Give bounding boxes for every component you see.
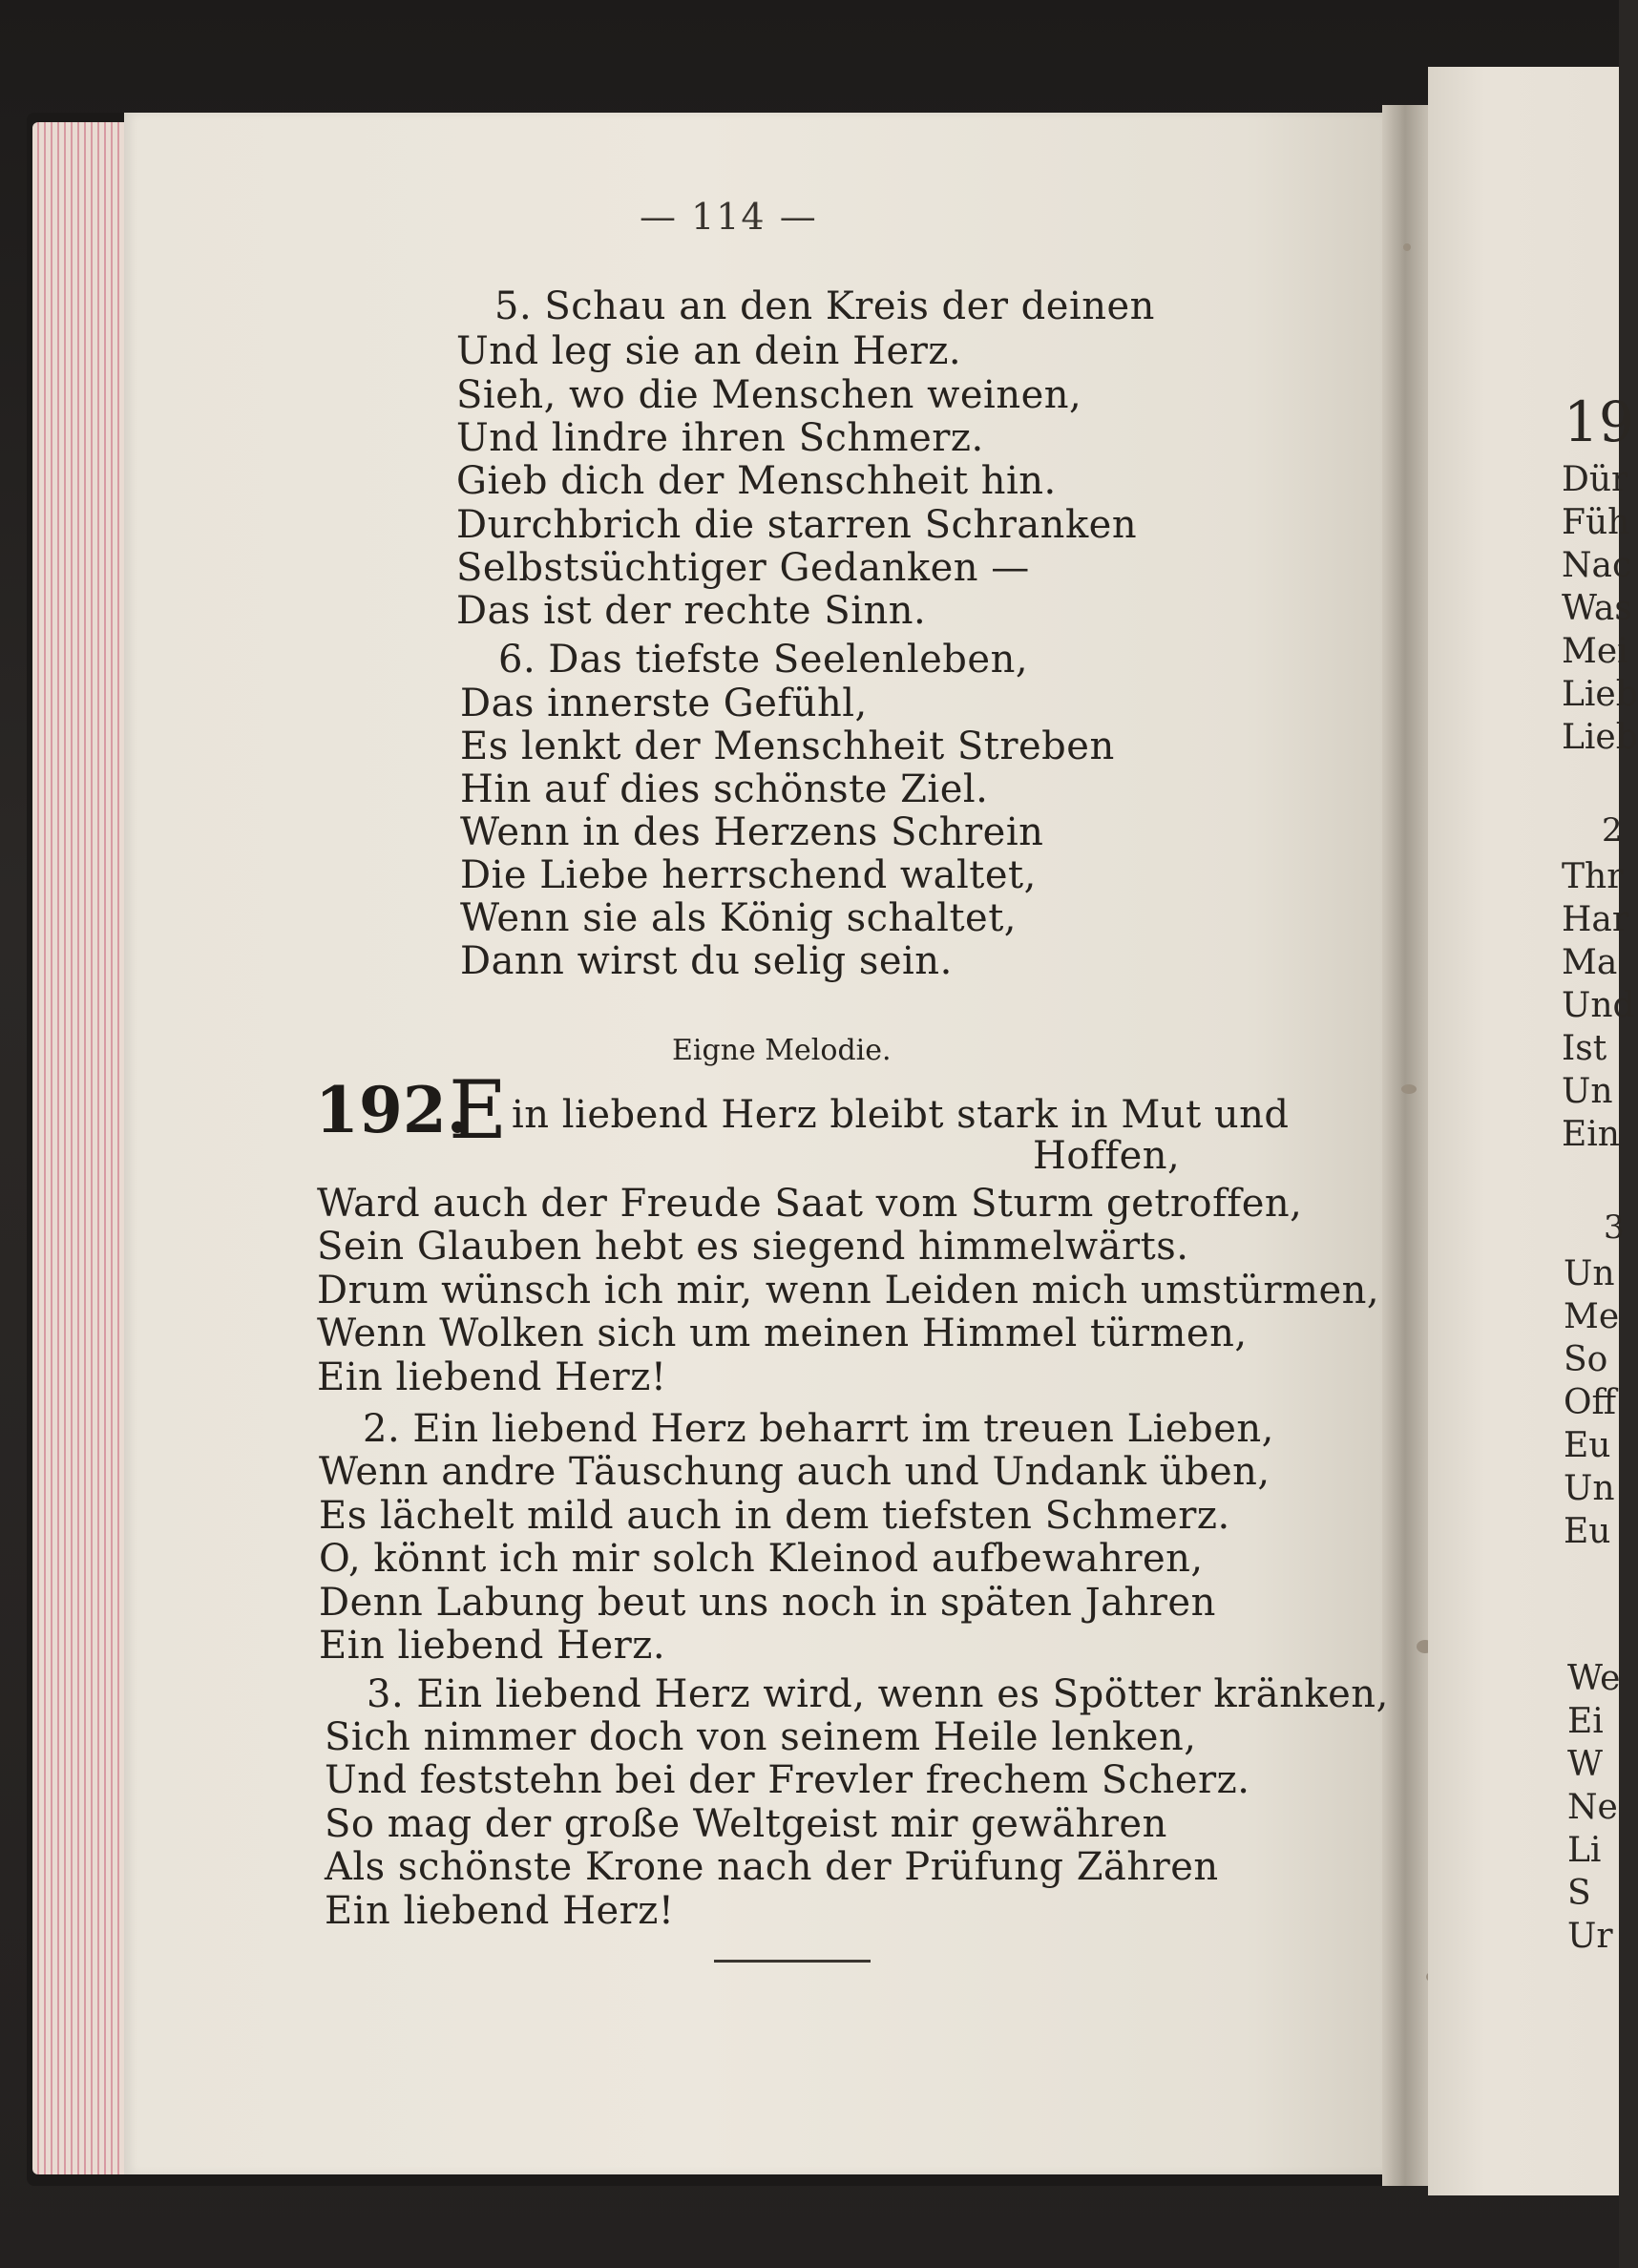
right-page (1428, 67, 1638, 2195)
right-page-fragment: Ur (1567, 1917, 1613, 1956)
verse-line: Als schönste Krone nach der Prüfung Zähren (325, 1845, 1219, 1889)
verse-line: Durchbrich die starren Schranken (456, 503, 1138, 547)
right-page-fragment: Eu (1564, 1512, 1611, 1551)
verse-line: 6. Das tiefste Seelenleben, (498, 638, 1029, 682)
page-number: — 114 — (640, 196, 818, 238)
verse-line: Sein Glauben hebt es siegend himmelwärts. (317, 1225, 1189, 1269)
right-page-fragment: 19 (1564, 389, 1634, 454)
verse-line: Das ist der rechte Sinn. (456, 589, 927, 633)
right-page-fragment: Füh (1562, 503, 1630, 542)
right-page-fragment: Un (1564, 1469, 1615, 1508)
verse-line: Und lindre ihren Schmerz. (456, 416, 984, 460)
right-page-fragment: Dür (1562, 460, 1628, 499)
drop-cap: E (449, 1063, 508, 1157)
verse-line: So mag der große Weltgeist mir gewähren (325, 1802, 1167, 1846)
right-page-fragment: Un (1562, 1072, 1613, 1111)
right-page-fragment: So (1564, 1340, 1608, 1379)
right-page-fragment: Nac (1562, 546, 1632, 585)
verse-line: Hin auf dies schönste Ziel. (460, 767, 989, 811)
right-page-fragment: Un (1564, 1254, 1615, 1293)
verse-line: Drum wünsch ich mir, wenn Leiden mich umstürmen, (317, 1269, 1380, 1312)
paper-speck (1401, 1084, 1417, 1094)
verse-line: Das innerste Gefühl, (460, 682, 868, 725)
verse-line: Und feststehn bei der Frevler frechem Scherz. (325, 1758, 1250, 1802)
melody-label: Eigne Melodie. (672, 1034, 892, 1067)
right-page-fragment: 2 (1602, 811, 1623, 850)
right-page-fragment: Me (1564, 1297, 1620, 1336)
verse-line: Wenn andre Täuschung auch und Undank üben, (319, 1450, 1270, 1494)
verse-line: Wenn in des Herzens Schrein (460, 810, 1044, 854)
right-page-fragment: Li (1567, 1831, 1602, 1870)
hymn-number: 192. (315, 1073, 469, 1147)
right-page-fragment: Har (1562, 900, 1629, 939)
verse-line: O, könnt ich mir solch Kleinod aufbewahren, (319, 1537, 1204, 1581)
verse-line: Die Liebe herrschend waltet, (460, 853, 1037, 897)
right-page-fragment: W (1567, 1745, 1604, 1784)
paper-speck (1403, 243, 1411, 251)
verse-line: Es lächelt mild auch in dem tiefsten Schmerz. (319, 1494, 1230, 1538)
verse-line: Ein liebend Herz! (325, 1889, 675, 1933)
right-page-fragment: Thr (1562, 857, 1624, 896)
right-page-fragment: We (1567, 1659, 1621, 1698)
right-page-fragment: Was (1562, 589, 1632, 628)
verse-line: 3. Ein liebend Herz wird, wenn es Spötter kränken, (367, 1672, 1389, 1716)
right-page-fragment: Und (1562, 986, 1635, 1025)
right-page-fragment: 3 (1604, 1208, 1625, 1247)
verse-line: in liebend Herz bleibt stark in Mut und (512, 1093, 1290, 1137)
right-page-fragment: Ist (1562, 1029, 1607, 1068)
verse-line: Dann wirst du selig sein. (460, 939, 953, 983)
verse-line: Wenn sie als König schaltet, (460, 896, 1017, 940)
right-page-fragment: S (1567, 1874, 1591, 1913)
verse-line: Es lenkt der Menschheit Streben (460, 724, 1115, 768)
right-page-fragment: Eu (1564, 1426, 1611, 1465)
right-page-fragment: Off (1564, 1383, 1617, 1422)
right-page-fragment: Mei (1562, 632, 1628, 671)
verse-line: Hoffen, (1033, 1134, 1181, 1178)
right-page-fragment: Ma (1562, 943, 1618, 982)
end-rule (714, 1960, 871, 1963)
verse-line: Selbstsüchtiger Gedanken — (456, 546, 1030, 590)
verse-line: Wenn Wolken sich um meinen Himmel türmen, (317, 1312, 1248, 1355)
right-page-fragment: Lieb (1562, 675, 1638, 714)
right-page-fragment: Lieb (1562, 718, 1638, 757)
verse-line: Denn Labung beut uns noch in späten Jahren (319, 1581, 1216, 1625)
verse-line: Ward auch der Freude Saat vom Sturm getroffen, (317, 1182, 1303, 1226)
right-page-fragment: Ne (1567, 1788, 1618, 1827)
verse-line: Gieb dich der Menschheit hin. (456, 459, 1057, 503)
verse-line: Sich nimmer doch von seinem Heile lenken, (325, 1715, 1197, 1759)
verse-line: Ein liebend Herz! (317, 1355, 667, 1399)
verse-line: Sieh, wo die Menschen weinen, (456, 373, 1082, 417)
right-page-fragment: Ein (1562, 1115, 1620, 1154)
verse-line: Und leg sie an dein Herz. (456, 329, 962, 373)
right-page-fragment: Ei (1567, 1702, 1604, 1741)
verse-line: 5. Schau an den Kreis der deinen (494, 284, 1155, 328)
verse-line: Ein liebend Herz. (319, 1624, 666, 1668)
verse-line: 2. Ein liebend Herz beharrt im treuen Lieben, (363, 1407, 1274, 1451)
